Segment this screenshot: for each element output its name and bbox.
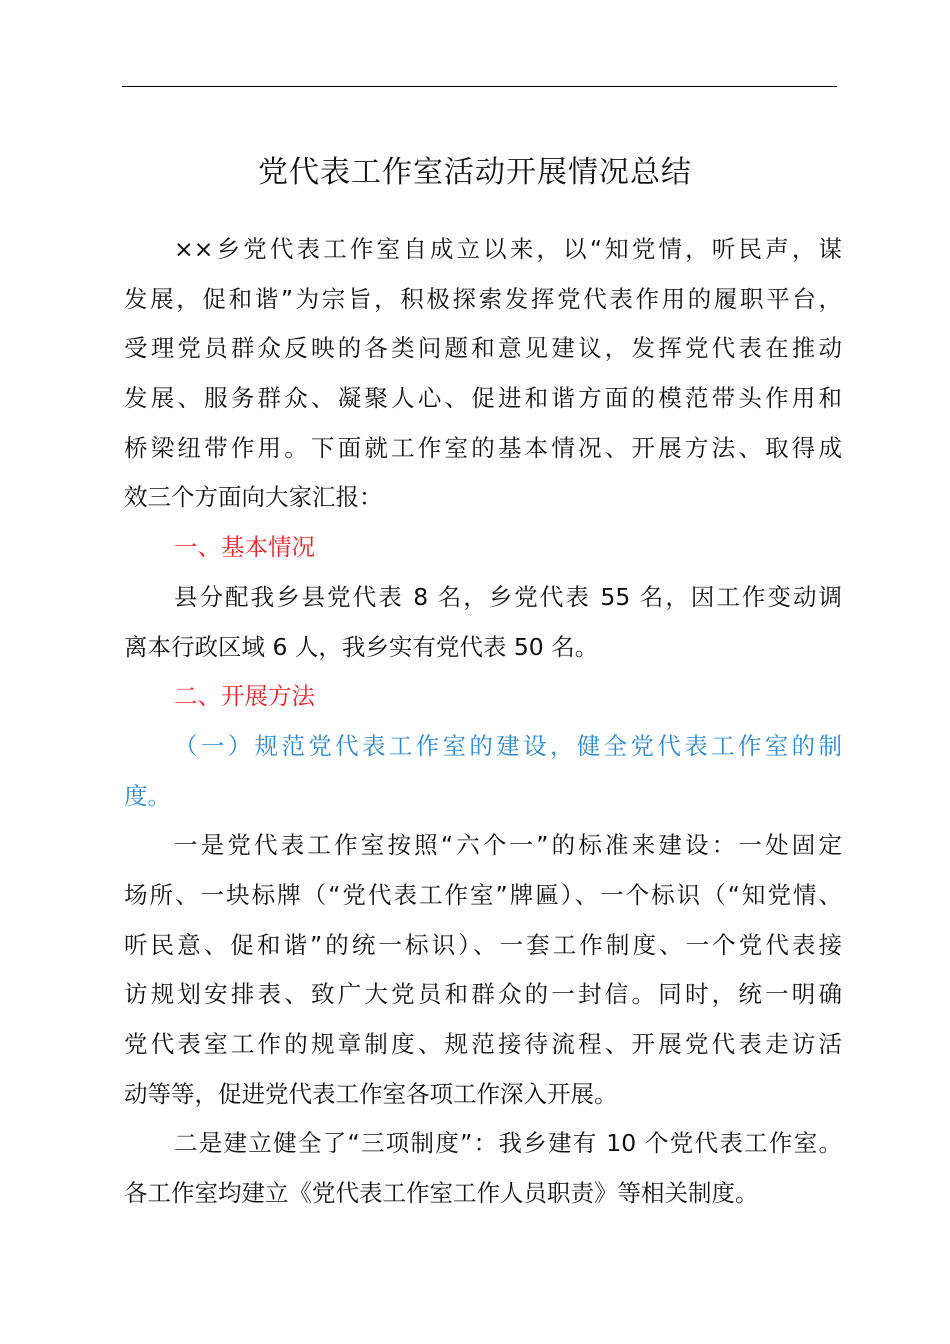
subsection-heading: （一）规范党代表工作室的建设，健全党代表工作室的制 <box>174 731 842 760</box>
header-rule <box>122 86 837 87</box>
paragraph-line: 效三个方面向大家汇报： <box>124 483 383 512</box>
paragraph-line: ××乡党代表工作室自成立以来，以“知党情，听民声，谋 <box>174 235 842 263</box>
paragraph-line: 桥梁纽带作用。下面就工作室的基本情况、开展方法、取得成 <box>124 433 842 462</box>
paragraph-line: 动等等，促进党代表工作室各项工作深入开展。 <box>124 1079 618 1108</box>
section-heading-basic: 一、基本情况 <box>174 533 315 562</box>
paragraph-line: 县分配我乡县党代表 8 名，乡党代表 55 名，因工作变动调 <box>174 582 842 611</box>
paragraph-line: 发展，促和谐”为宗旨，积极探索发挥党代表作用的履职平台， <box>124 284 842 313</box>
paragraph-line: 场所、一块标牌（“党代表工作室”牌匾）、一个标识（“知党情、 <box>124 880 842 909</box>
paragraph-line: 发展、服务群众、凝聚人心、促进和谐方面的模范带头作用和 <box>124 384 842 413</box>
paragraph-line: 各工作室均建立《党代表工作室工作人员职责》等相关制度。 <box>124 1179 759 1208</box>
subsection-heading-continued: 度。 <box>124 781 171 810</box>
document-title: 党代表工作室活动开展情况总结 <box>258 155 692 190</box>
paragraph-line: 离本行政区域 6 人，我乡实有党代表 50 名。 <box>124 632 599 661</box>
paragraph-line: 二是建立健全了“三项制度”：我乡建有 10 个党代表工作室。 <box>174 1129 842 1158</box>
paragraph-line: 访规划安排表、致广大党员和群众的一封信。同时，统一明确 <box>124 980 842 1009</box>
paragraph-line: 受理党员群众反映的各类问题和意见建议，发挥党代表在推动 <box>124 334 842 363</box>
document-body <box>124 225 842 1219</box>
section-heading-methods: 二、开展方法 <box>174 682 315 711</box>
paragraph-line: 一是党代表工作室按照“六个一”的标准来建设：一处固定 <box>174 831 842 860</box>
paragraph-line: 党代表室工作的规章制度、规范接待流程、开展党代表走访活 <box>124 1030 842 1058</box>
paragraph-line: 听民意、促和谐”的统一标识）、一套工作制度、一个党代表接 <box>124 930 842 959</box>
